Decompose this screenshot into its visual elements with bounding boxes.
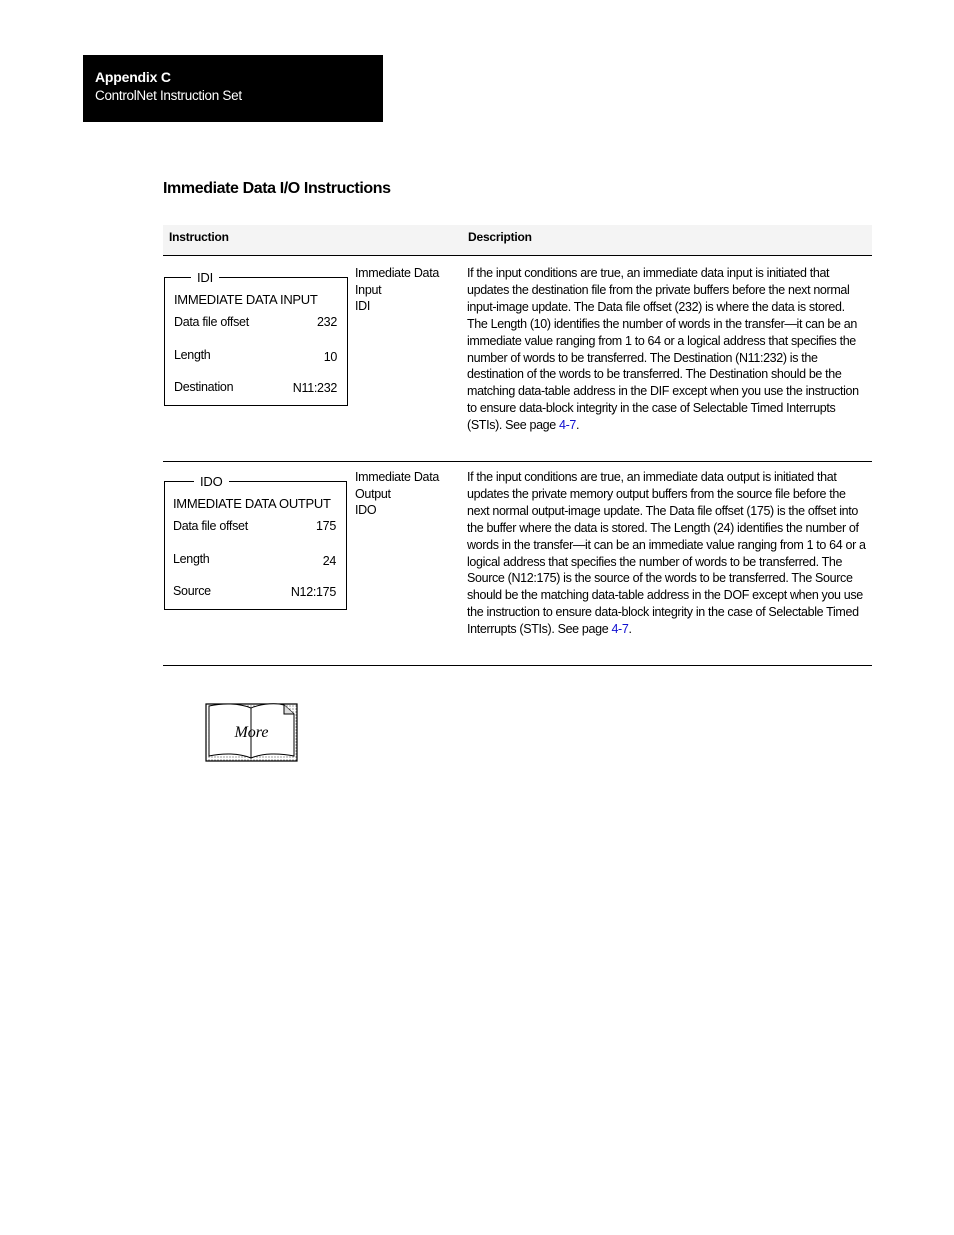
field-value: 10 [323, 350, 337, 364]
field-value: 232 [317, 315, 337, 329]
field-value: N12:175 [290, 585, 336, 599]
appendix-subtitle: ControlNet Instruction Set [95, 88, 242, 103]
field-label: Length [174, 348, 211, 362]
instruction-name-line: Immediate Data [355, 470, 440, 484]
column-header-description: Description [468, 230, 532, 244]
description-text: If the input conditions are true, an immediate data input is initiated that updates the destination file from the private buffers before the next normal input-image update. The Data file offset (232) is where the data is stored. The Length (10) identifies the number of words in the transfer—it can be an immediate value ranging from 1 to 64 or a logical address that specifies the number of words to be transferred. The Destination (N11:232) is the destination of the words to be transferred. The Destination should be the matching data-table address in the DIF except when you use the instruction to ensure data-block integrity in the case of Selectable Timed Interrupts (STIs). See page [467, 266, 859, 433]
instruction-description [467, 469, 867, 638]
more-book-icon [205, 702, 298, 762]
page-reference-link[interactable]: 4-7 [559, 418, 577, 433]
appendix-header [83, 55, 383, 122]
column-header-instruction: Instruction [169, 230, 229, 244]
instruction-name-line: Immediate Data [355, 266, 440, 280]
instruction-name [355, 469, 460, 519]
field-label: Destination [174, 380, 234, 394]
section-title: Immediate Data I/O Instructions [163, 180, 391, 197]
instruction-mnemonic: IDI [355, 299, 371, 314]
ladder-instruction-block [164, 270, 348, 406]
block-tag: IDO [194, 474, 229, 490]
field-value: 175 [316, 519, 336, 533]
instruction-description [467, 265, 867, 434]
table-header [163, 225, 872, 256]
description-end: . [628, 622, 632, 637]
instruction-name-line: Input [355, 282, 382, 297]
field-label: Data file offset [173, 519, 248, 533]
field-label: Data file offset [174, 315, 249, 329]
field-value: 24 [322, 554, 336, 568]
block-title: IMMEDIATE DATA INPUT [174, 292, 318, 307]
more-label: More [234, 724, 269, 741]
instruction-mnemonic: IDO [355, 503, 377, 518]
page-reference-link[interactable]: 4-7 [611, 622, 629, 637]
field-label: Source [173, 584, 211, 598]
block-title: IMMEDIATE DATA OUTPUT [173, 496, 331, 511]
ladder-instruction-block [164, 474, 347, 610]
table-bottom-rule [163, 665, 872, 666]
description-text: If the input conditions are true, an immediate data output is initiated that updates the private memory output buffers from the source file before the next normal output-image update. The Data file offset (175) is the offset into the buffer where the data is stored. The Length (24) identifies the number of words in the transfer—it can be an immediate value ranging from 1 to 64 or a logical address that specifies the number of words to be transferred. The Source (N12:175) is the source of the words to be transferred. The Source should be the matching data-table address in the DOF except when you use the instruction to ensure data-block integrity in the case of Selectable Timed Interrupts (STIs). See page [467, 470, 866, 637]
field-label: Length [173, 552, 210, 566]
appendix-title: Appendix C [95, 69, 171, 85]
field-value: N11:232 [292, 381, 337, 395]
description-end: . [576, 418, 580, 433]
instruction-name [355, 265, 460, 315]
block-tag: IDI [191, 270, 219, 286]
row-divider [163, 461, 872, 462]
instruction-name-line: Output [355, 486, 391, 501]
